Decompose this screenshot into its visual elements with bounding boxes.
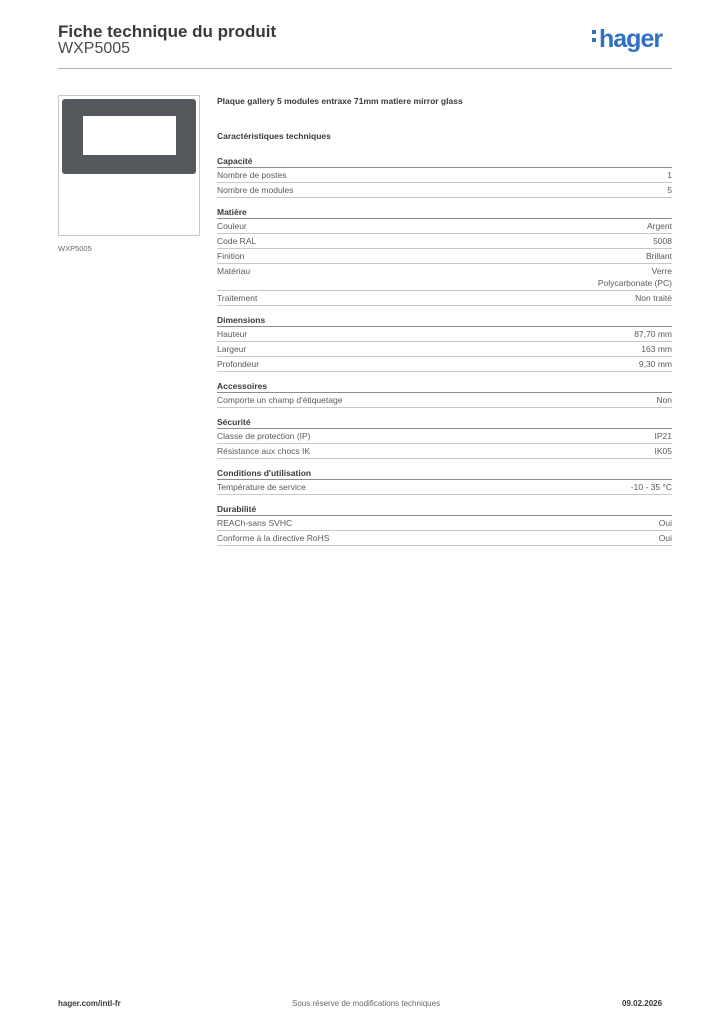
spec-value	[647, 220, 672, 232]
spec-value	[655, 430, 673, 442]
spec-row	[217, 291, 672, 306]
section-title: Capacité	[217, 155, 672, 168]
spec-label: Largeur	[217, 344, 247, 354]
spec-value-line: 9,30 mm	[638, 359, 672, 369]
hager-logo	[592, 27, 662, 52]
spec-label: Profondeur	[217, 359, 260, 369]
spec-section	[217, 416, 672, 459]
spec-value-line: Oui	[658, 518, 672, 528]
spec-value	[641, 343, 672, 355]
spec-row	[217, 183, 672, 198]
spec-section	[217, 503, 672, 546]
spec-value	[659, 517, 672, 529]
spec-value-line: Oui	[658, 533, 672, 543]
spec-value-line: IK05	[654, 446, 672, 456]
spec-label: REACh-sans SVHC	[217, 518, 293, 528]
spec-value	[667, 184, 672, 196]
product-description: Plaque gallery 5 modules entraxe 71mm matiere mirror glass	[217, 96, 463, 106]
spec-label: Conforme à la directive RoHS	[217, 533, 330, 543]
spec-label: Nombre de modules	[217, 185, 294, 195]
spec-label: Nombre de postes	[217, 170, 287, 180]
product-reference: WXP5005	[58, 40, 131, 57]
spec-value-line: Argent	[646, 221, 672, 231]
logo-text: hager	[599, 25, 663, 53]
spec-label: Couleur	[217, 221, 247, 231]
footer-website-link[interactable]: hager.com/intl-fr	[58, 999, 121, 1008]
footer-disclaimer: Sous réserve de modifications techniques	[292, 999, 441, 1008]
plate-window	[83, 116, 176, 155]
spec-section	[217, 380, 672, 408]
spec-value-line: 87,70 mm	[634, 329, 672, 339]
spec-value	[656, 394, 672, 406]
section-title: Accessoires	[217, 380, 672, 393]
spec-row	[217, 357, 672, 372]
spec-label: Matériau	[217, 266, 251, 276]
spec-row	[217, 393, 672, 408]
spec-value-line: -10 - 35 °C	[630, 482, 672, 492]
spec-value	[631, 481, 672, 493]
spec-row	[217, 480, 672, 495]
section-title: Dimensions	[217, 314, 672, 327]
spec-value-line: IP21	[654, 431, 672, 441]
spec-row	[217, 516, 672, 531]
specs-table	[217, 155, 672, 554]
spec-value	[655, 445, 673, 457]
spec-value-line: Verre	[651, 266, 672, 276]
spec-label: Température de service	[217, 482, 306, 492]
header-divider	[58, 68, 672, 69]
spec-value	[653, 235, 672, 247]
section-title: Sécurité	[217, 416, 672, 429]
section-title: Matière	[217, 206, 672, 219]
spec-value-line: Polycarbonate (PC)	[597, 278, 672, 288]
spec-value	[646, 250, 672, 262]
section-title: Durabilité	[217, 503, 672, 516]
spec-section	[217, 155, 672, 198]
spec-value	[635, 292, 672, 304]
spec-label: Comporte un champ d'étiquetage	[217, 395, 343, 405]
footer-date: 09.02.2026	[622, 999, 663, 1008]
spec-row	[217, 234, 672, 249]
spec-value	[659, 532, 672, 544]
spec-value-line: 5	[667, 185, 672, 195]
spec-value-line: Non traité	[635, 293, 672, 303]
spec-value-line: 1	[667, 170, 672, 180]
spec-row	[217, 531, 672, 546]
spec-row	[217, 249, 672, 264]
spec-row	[217, 327, 672, 342]
spec-label: Finition	[217, 251, 245, 261]
spec-row	[217, 264, 672, 291]
spec-value-line: Non	[656, 395, 672, 405]
spec-row	[217, 444, 672, 459]
spec-label: Classe de protection (IP)	[217, 431, 311, 441]
spec-value	[667, 169, 672, 181]
wall-plate-illustration	[62, 99, 196, 174]
spec-row	[217, 429, 672, 444]
spec-label: Traitement	[217, 293, 258, 303]
logo-colon-icon	[592, 26, 597, 46]
spec-value	[598, 265, 672, 289]
spec-row	[217, 342, 672, 357]
spec-label: Code RAL	[217, 236, 257, 246]
image-caption: WXP5005	[58, 244, 92, 253]
spec-value-line: 5008	[653, 236, 672, 246]
section-title: Conditions d'utilisation	[217, 467, 672, 480]
spec-row	[217, 168, 672, 183]
spec-value	[634, 328, 672, 340]
product-image	[58, 95, 200, 236]
spec-value-line: Brillant	[646, 251, 672, 261]
spec-section	[217, 314, 672, 372]
specs-heading: Caractéristiques techniques	[217, 131, 331, 141]
spec-section	[217, 467, 672, 495]
spec-value-line: 163 mm	[641, 344, 672, 354]
page-title: Fiche technique du produit	[58, 22, 277, 41]
spec-label: Hauteur	[217, 329, 248, 339]
spec-row	[217, 219, 672, 234]
spec-label: Résistance aux chocs IK	[217, 446, 311, 456]
spec-section	[217, 206, 672, 306]
spec-value	[639, 358, 672, 370]
